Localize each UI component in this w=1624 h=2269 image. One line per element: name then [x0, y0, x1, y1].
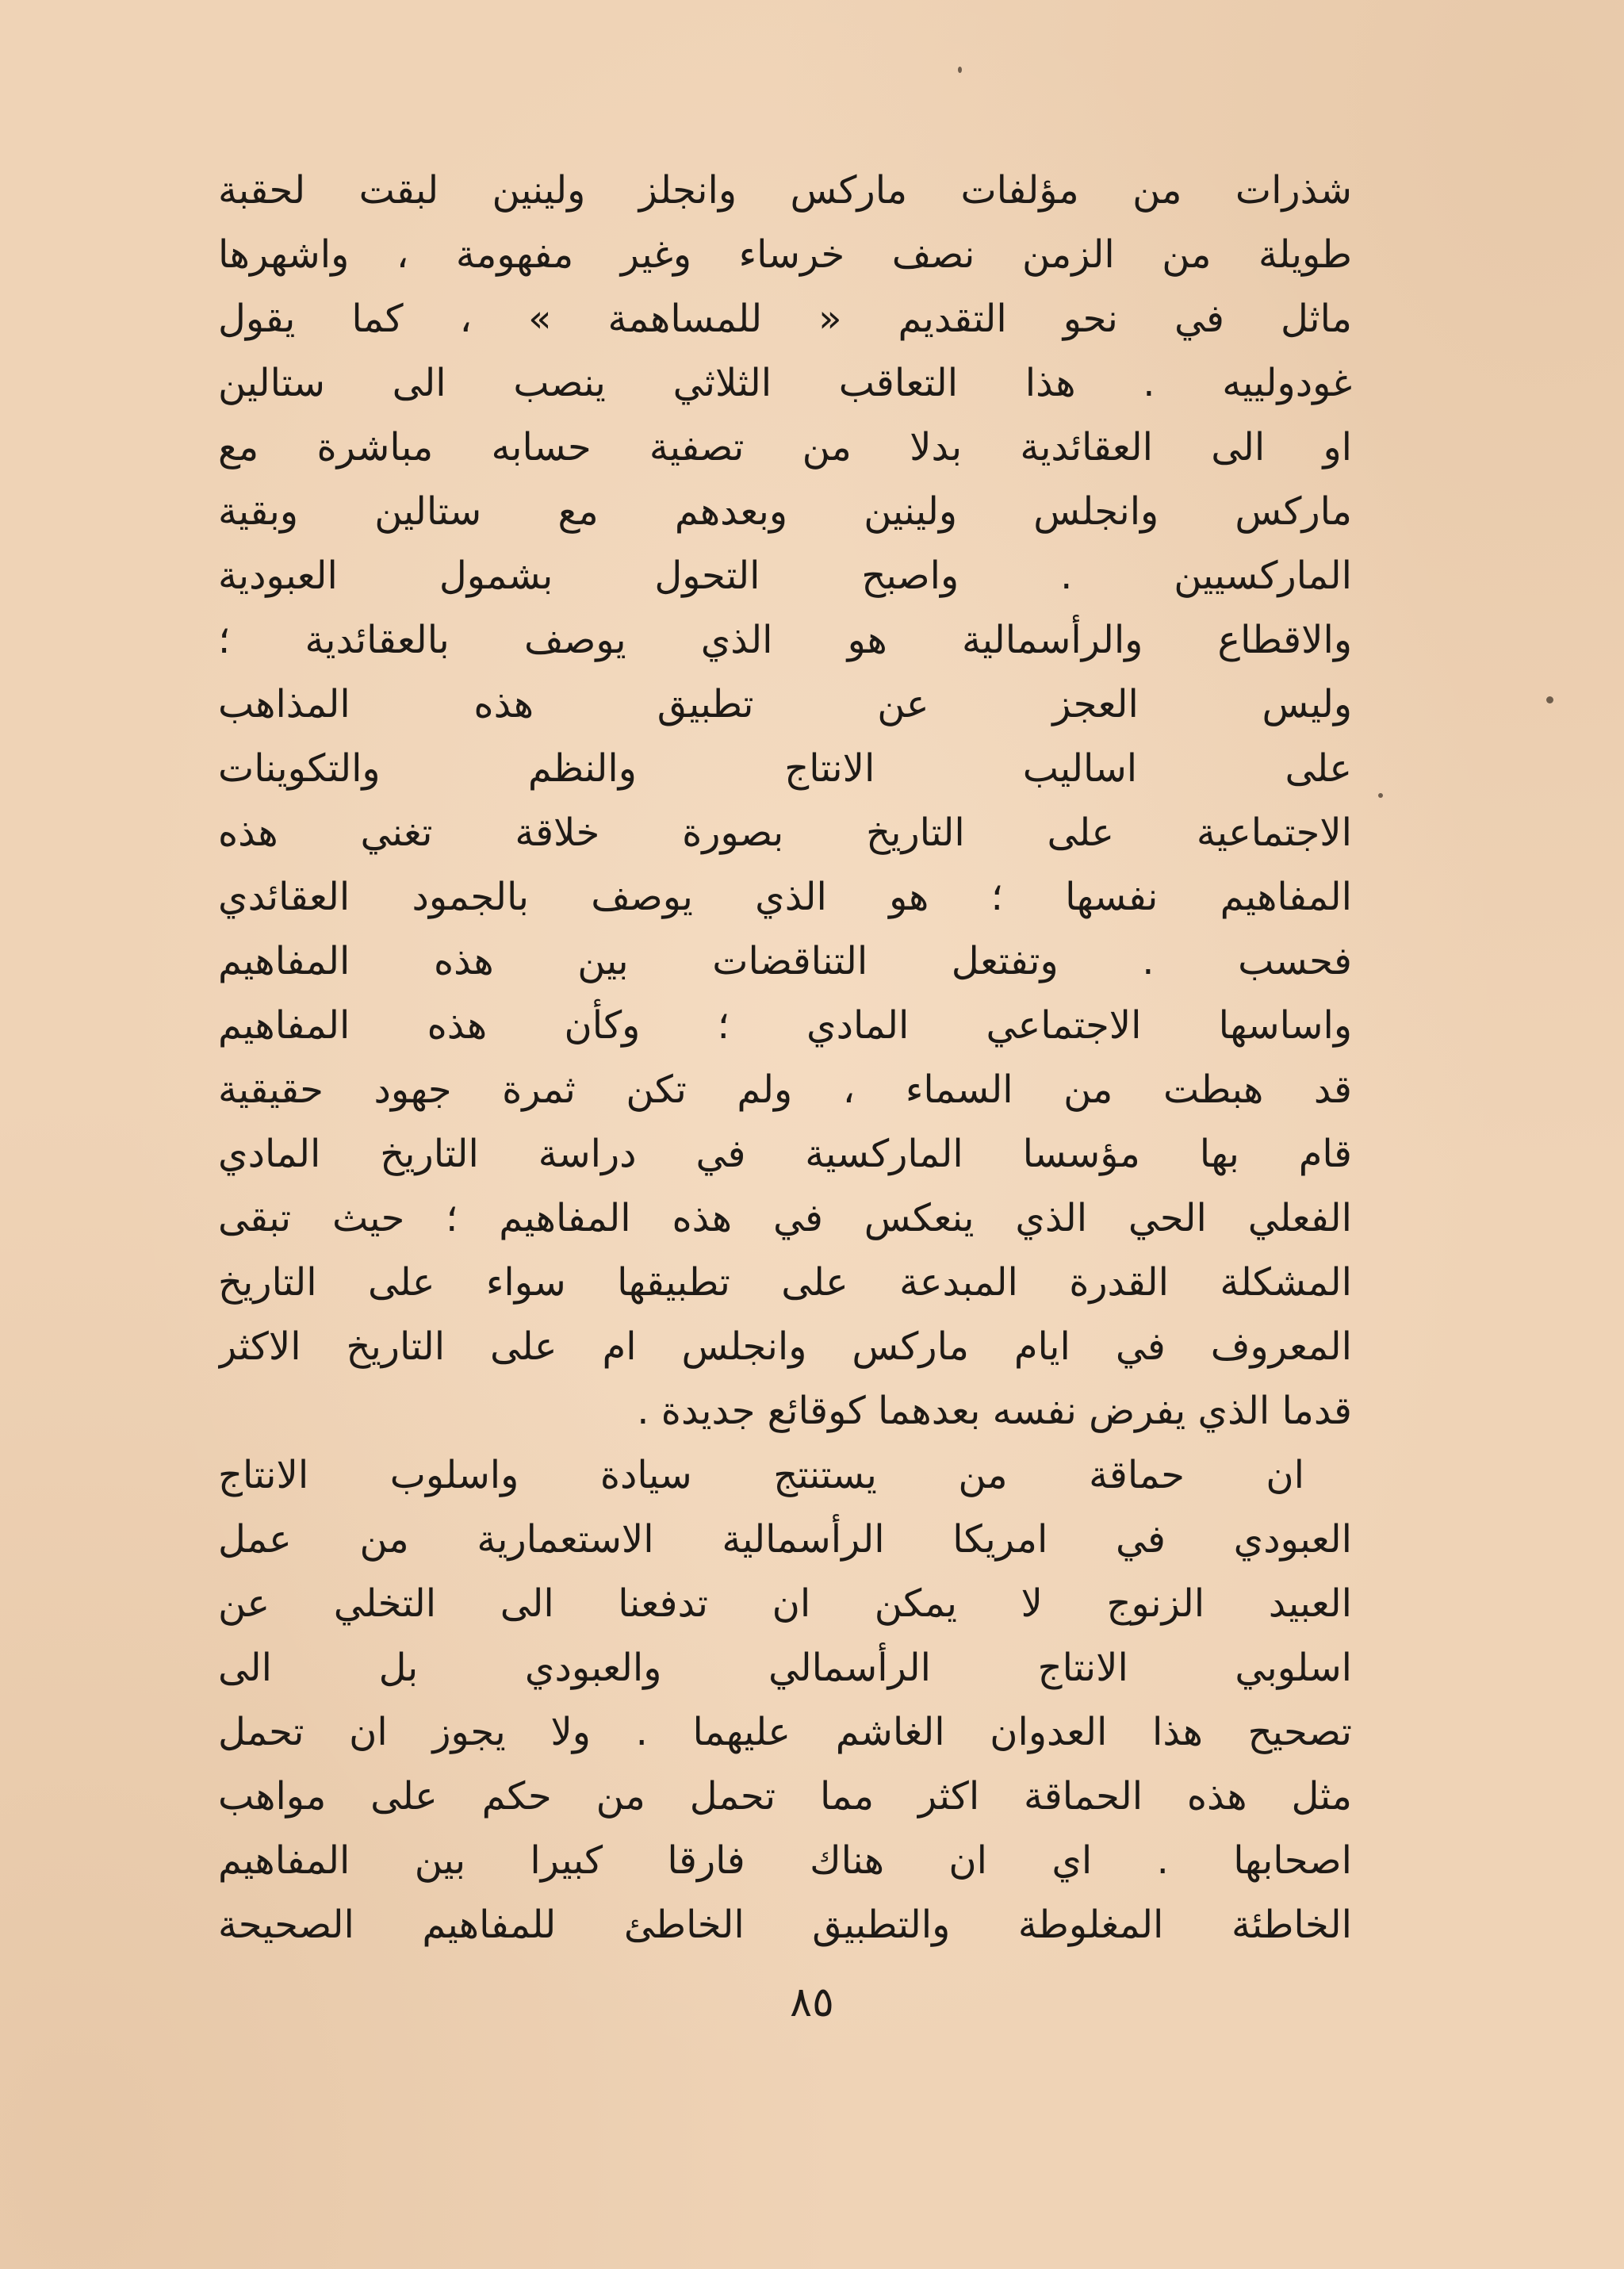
paper-speck — [1378, 793, 1383, 798]
text-line: وليس العجز عن تطبيق هذه المذاهب — [218, 682, 1352, 726]
text-line: المشكلة القدرة المبدعة على تطبيقها سواء على التاريخ — [218, 1260, 1352, 1305]
text-line: اصحابها . اي ان هناك فارقا كبيرا بين المفاهيم — [218, 1838, 1352, 1883]
text-line: العبيد الزنوج لا يمكن ان تدفعنا الى التخلي عن — [218, 1581, 1352, 1626]
text-line: غودولييه . هذا التعاقب الثلاثي ينصب الى ستالين — [218, 361, 1352, 405]
text-line: على اساليب الانتاج والنظم والتكوينات — [218, 746, 1352, 791]
text-line: واساسها الاجتماعي المادي ؛ وكأن هذه المفاهيم — [218, 1003, 1352, 1048]
text-line: اسلوبي الانتاج الرأسمالي والعبودي بل الى — [218, 1646, 1352, 1690]
text-line: ماركس وانجلس ولينين وبعدهم مع ستالين وبقية — [218, 489, 1352, 534]
text-line: المعروف في ايام ماركس وانجلس ام على التاريخ الاكثر — [218, 1324, 1352, 1369]
text-line: ماثل في نحو التقديم « للمساهمة » ، كما يقول — [218, 297, 1352, 341]
text-line: المفاهيم نفسها ؛ هو الذي يوصف بالجمود العقائدي — [218, 875, 1352, 919]
paper-speck — [958, 67, 962, 73]
text-line: الماركسيين . واصبح التحول بشمول العبودية — [218, 554, 1352, 598]
text-line: طويلة من الزمن نصف خرساء وغير مفهومة ، واشهرها — [218, 232, 1352, 277]
text-line: قدما الذي يفرض نفسه بعدهما كوقائع جديدة . — [637, 1389, 1352, 1433]
text-line: ان حماقة من يستنتج سيادة واسلوب الانتاج — [218, 1453, 1304, 1497]
text-line: فحسب . وتفتعل التناقضات بين هذه المفاهيم — [218, 939, 1352, 983]
text-line: الخاطئة المغلوطة والتطبيق الخاطئ للمفاهيم الصحيحة — [218, 1903, 1352, 1947]
text-line: او الى العقائدية بدلا من تصفية حسابه مباشرة مع — [218, 425, 1352, 470]
text-line: قد هبطت من السماء ، ولم تكن ثمرة جهود حقيقية — [218, 1067, 1352, 1112]
paper-speck — [1546, 696, 1553, 703]
text-line: والاقطاع والرأسمالية هو الذي يوصف بالعقائدية ؛ — [218, 618, 1352, 662]
text-line: قام بها مؤسسا الماركسية في دراسة التاريخ المادي — [218, 1132, 1352, 1176]
body-text — [218, 159, 1352, 1957]
page-number: ٨٥ — [790, 1979, 834, 2026]
text-line: الاجتماعية على التاريخ بصورة خلاقة تغني هذه — [218, 811, 1352, 855]
text-line: شذرات من مؤلفات ماركس وانجلز ولينين لبقت لحقبة — [218, 168, 1352, 213]
text-line: العبودي في امريكا الرأسمالية الاستعمارية من عمل — [218, 1517, 1352, 1562]
text-line: تصحيح هذا العدوان الغاشم عليهما . ولا يجوز ان تحمل — [218, 1710, 1352, 1754]
text-line: مثل هذه الحماقة اكثر مما تحمل من حكم على مواهب — [218, 1774, 1352, 1819]
text-line: الفعلي الحي الذي ينعكس في هذه المفاهيم ؛ حيث تبقى — [218, 1196, 1352, 1240]
